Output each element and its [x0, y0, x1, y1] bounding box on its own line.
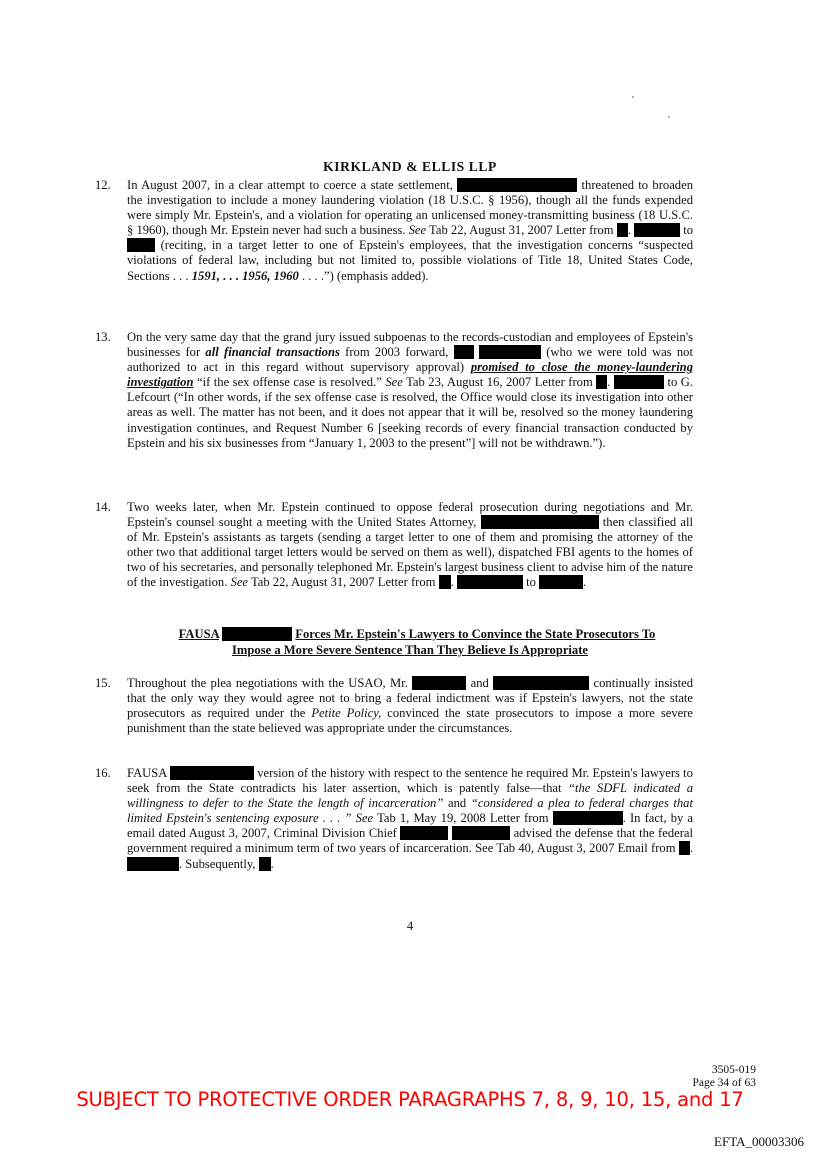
- bates-page-count: Page 34 of 63: [692, 1077, 756, 1089]
- redaction-box: [222, 627, 292, 641]
- redaction-box: [596, 375, 607, 389]
- redaction-box: [412, 676, 466, 690]
- paragraph-14: Two weeks later, when Mr. Epstein continued to oppose federal prosecution during negotiations and Mr. Epstein's counsel sought a meeting with the United States Attorney, then classified all of Mr. Epstein's assistants as targets (sending a target letter to one of them and promising the attorney of the other two that additional target letters would be served on them as well), dispatched FBI agents to the homes of two of his secretaries, and personally telephoned Mr. Epstein's largest business client to advise him of the nature of the investigation. See Tab 22, August 31, 2007 Letter from . to .: [127, 500, 694, 590]
- paragraph-13: On the very same day that the grand jury issued subpoenas to the records-custodian and employees of Epstein's businesses for all financial transactions from 2003 forward, (who we were told was not authorized to act in this regard without supervisory approval) promised to close the money-laundering investigation “if the sex offense case is resolved.” See Tab 23, August 16, 2007 Letter from . to G. Lefcourt (“In other words, if the sex offense case is resolved, the Office would close its investigation into other areas as well. The matter has not been, and it does not appear that it will be, resolved so the money laundering investigation continues, and Request Number 6 [seeking records of every financial transaction conducted by Epstein and his six businesses from “January 1, 2003 to the present”] will not be withdrawn.”).: [127, 330, 693, 450]
- scan-speck: [632, 96, 634, 98]
- section-heading: FAUSA Forces Mr. Epstein's Lawyers to Convince the State Prosecutors To Impose a More Severe Sentence Than They Believe Is Appropriate: [178, 627, 656, 657]
- redaction-box: [617, 223, 628, 237]
- redaction-box: [127, 238, 155, 252]
- redaction-box: [454, 345, 474, 359]
- redaction-box: [457, 178, 577, 192]
- bates-stamp: [692, 1064, 756, 1090]
- bates-code: 3505-019: [711, 1064, 756, 1076]
- redaction-box: [539, 575, 583, 589]
- redaction-box: [481, 515, 599, 529]
- efta-identifier: EFTA_00003306: [714, 1134, 804, 1149]
- redaction-box: [259, 857, 271, 871]
- paragraph-number: 14.: [95, 500, 111, 514]
- redaction-box: [127, 857, 179, 871]
- redaction-box: [634, 223, 680, 237]
- paragraph-number: 12.: [95, 178, 111, 192]
- redaction-box: [439, 575, 451, 589]
- paragraph-number: 15.: [95, 676, 111, 690]
- redaction-box: [452, 826, 510, 840]
- redaction-box: [679, 841, 690, 855]
- paragraph-number: 13.: [95, 330, 111, 344]
- redaction-box: [457, 575, 523, 589]
- redaction-box: [614, 375, 664, 389]
- paragraph-15: Throughout the plea negotiations with the USAO, Mr. and continually insisted that the only way they would agree not to bring a federal indictment was if Epstein's lawyers, not the state prosecutors as required under the Petite Policy, convinced the state prosecutors to impose a more severe punishment than the state believed was appropriate under the circumstances.: [127, 676, 694, 736]
- page-number: 4: [406, 919, 414, 933]
- paragraph-16: FAUSA version of the history with respect to the sentence he required Mr. Epstein's lawyers to seek from the State contradicts his later assertion, which is patently false—that “the SDFL indicated a willingness to defer to the State the length of incarceration” and “considered a plea to federal charges that limited Epstein's sentencing exposure . . . ” See Tab 1, May 19, 2008 Letter from . In fact, by a email dated August 3, 2007, Criminal Division Chief advised the defense that the federal government required a minimum term of two years of incarceration. See Tab 40, August 3, 2007 Email from . . Subsequently, .: [127, 766, 694, 871]
- redaction-box: [479, 345, 541, 359]
- protective-order-notice: SUBJECT TO PROTECTIVE ORDER PARAGRAPHS 7, 8, 9, 10, 15, and 17: [76, 1088, 744, 1111]
- redaction-box: [493, 676, 589, 690]
- redaction-box: [170, 766, 254, 780]
- scan-speck: [668, 116, 670, 118]
- paragraph-number: 16.: [95, 766, 111, 780]
- redaction-box: [400, 826, 448, 840]
- letterhead: KIRKLAND & ELLIS LLP: [323, 159, 497, 174]
- paragraph-12: In August 2007, in a clear attempt to coerce a state settlement, threatened to broaden the investigation to include a money laundering violation (18 U.S.C. § 1956), though all the funds expended were simply Mr. Epstein's, and a violation for operating an unlicensed money-transmitting business (18 U.S.C. § 1960), though Mr. Epstein never had such a business. See Tab 22, August 31, 2007 Letter from . to (reciting, in a target letter to one of Epstein's employees, that the investigation concerns “suspected violations of federal law, including but not limited to, possible violations of Title 18, United States Code, Sections . . . 1591, . . . 1956, 1960 . . . .”) (emphasis added).: [127, 178, 693, 283]
- redaction-box: [553, 811, 623, 825]
